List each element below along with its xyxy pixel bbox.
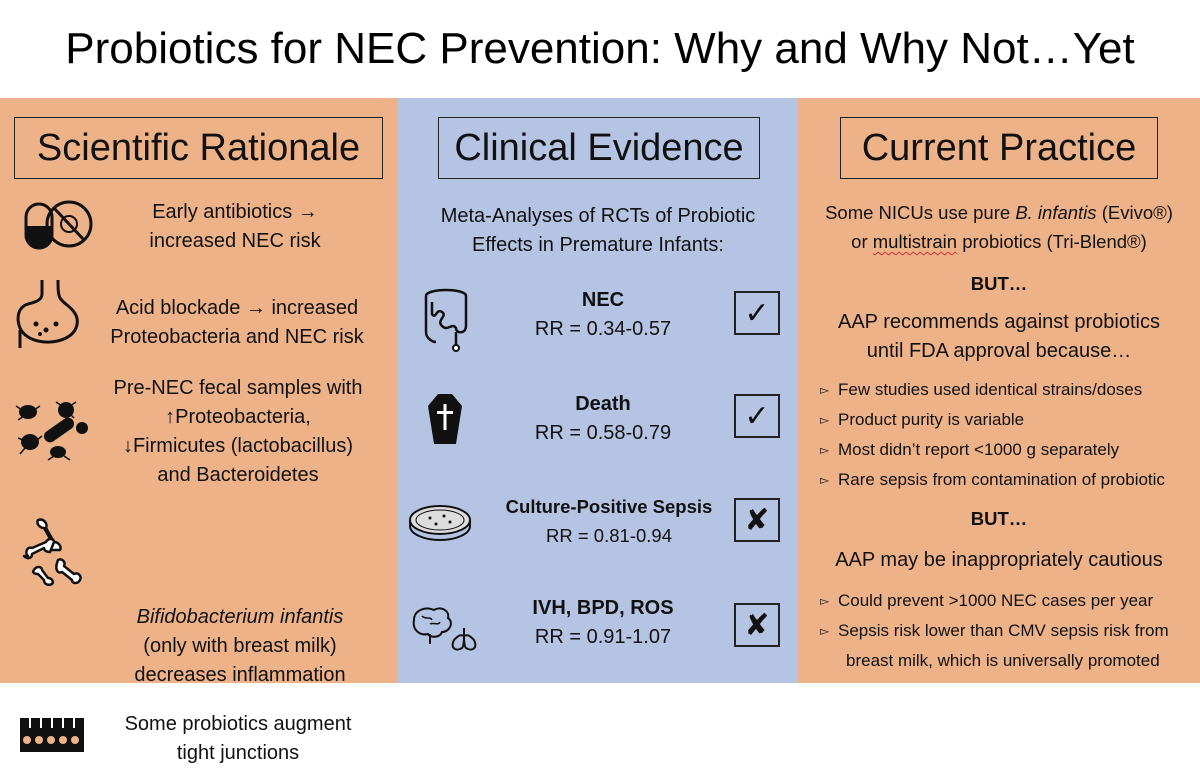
clinical-evidence-column	[398, 98, 798, 683]
scientific-rationale-column	[0, 98, 398, 764]
rationale-item-fecal-samples: Pre-NEC fecal samples with ↑Proteobacteria, ↓Firmicutes (lactobacillus) and Bacteroidetes	[113, 377, 363, 486]
intestinal-epithelium-icon	[20, 718, 84, 752]
list-item: ▻ Sepsis risk lower than CMV sepsis risk from	[820, 621, 1169, 640]
stomach-icon	[14, 278, 80, 350]
antibiotic-capsule-icon	[24, 198, 94, 250]
coffin-icon	[428, 394, 462, 444]
bifidobacterium-icon	[18, 516, 88, 588]
rationale-item-acid-blockade: Acid blockade → increased Proteobacteria and NEC risk	[110, 297, 364, 348]
rationale-item-bifidobacterium: Bifidobacterium infantis (only with breast milk) decreases inflammation	[134, 606, 346, 686]
rationale-item-tight-junctions: Some probiotics augment tight junctions	[124, 713, 352, 764]
page-title: Probiotics for NEC Prevention: Why and Why Not…Yet	[0, 0, 1200, 98]
brain-lungs-icon	[408, 606, 480, 652]
death-check-mark: ✓	[734, 394, 780, 438]
petri-dish-icon	[408, 502, 472, 542]
outcome-ivh-bpd-ros: IVH, BPD, ROS RR = 0.91-1.07	[532, 597, 674, 648]
list-item: ▻ Could prevent >1000 NEC cases per year	[820, 591, 1154, 610]
practice-intro: Some NICUs use pure B. infantis (Evivo®) or multistrain probiotics (Tri-Blend®)	[825, 202, 1173, 252]
scientific-rationale-heading: Scientific Rationale	[14, 117, 383, 179]
list-item: ▻ Rare sepsis from contamination of probiotic	[820, 470, 1165, 489]
list-item-continuation: breast milk, which is universally promoted	[846, 651, 1160, 670]
outcome-death: Death RR = 0.58-0.79	[534, 393, 672, 444]
current-practice-heading: Current Practice	[840, 117, 1158, 179]
counterpoints-list	[820, 586, 1200, 675]
nec-check-mark: ✓	[734, 291, 780, 335]
but-label-1: BUT…	[970, 273, 1028, 294]
current-practice-column	[798, 98, 1200, 683]
outcome-sepsis: Culture-Positive Sepsis RR = 0.81-0.94	[505, 496, 713, 546]
list-item: ▻ Few studies used identical strains/doses	[820, 380, 1143, 399]
aap-cautious: AAP may be inappropriately cautious	[835, 549, 1163, 571]
list-item: ▻ Product purity is variable	[820, 410, 1025, 429]
outcome-nec: NEC RR = 0.34-0.57	[534, 289, 672, 340]
evidence-intro: Meta-Analyses of RCTs of Probiotic Effects in Premature Infants:	[440, 205, 756, 256]
list-item: ▻ Most didn’t report <1000 g separately	[820, 440, 1120, 459]
sepsis-x-mark: ✘	[734, 498, 780, 542]
ivh-x-mark: ✘	[734, 603, 780, 647]
rationale-item-antibiotics: Early antibiotics → increased NEC risk	[149, 201, 321, 252]
intestine-icon	[418, 286, 474, 352]
bacteria-icon	[12, 398, 92, 464]
aap-recommendation: AAP recommends against probiotics until FDA approval because…	[837, 311, 1160, 362]
aap-reasons-list	[820, 375, 1200, 495]
but-label-2: BUT…	[970, 508, 1028, 529]
clinical-evidence-heading: Clinical Evidence	[438, 117, 760, 179]
